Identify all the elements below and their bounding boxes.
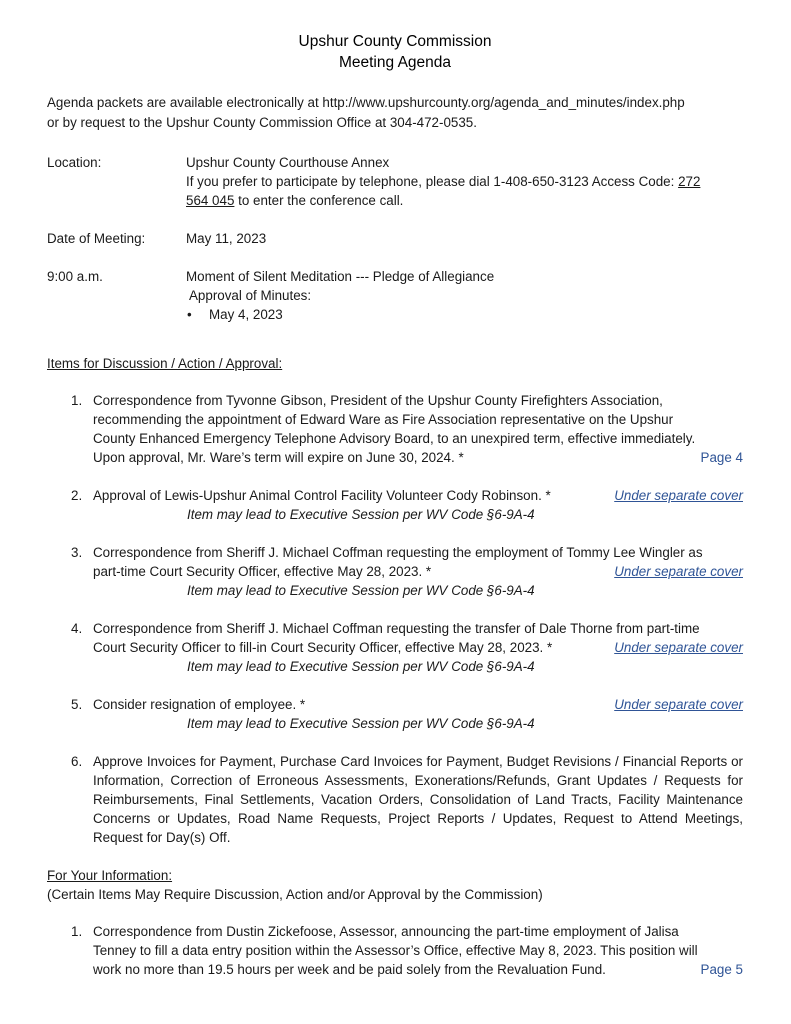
minutes-bullet (186, 305, 743, 324)
date-label: Date of Meeting: (47, 231, 146, 246)
separate-cover-link[interactable]: Under separate cover (614, 564, 743, 579)
item-line: Correspondence from Dustin Zickefoose, Assessor, announcing the part-time employment of Jalisa (93, 924, 679, 939)
item-number: 1. (71, 393, 83, 408)
executive-session-note: Item may lead to Executive Session per WV Code §6-9A-4 (187, 659, 535, 674)
item-number: 2. (71, 488, 83, 503)
date-row (47, 229, 743, 248)
access-code-part-1[interactable]: 272 (678, 174, 701, 189)
agenda-subtitle: Meeting Agenda (338, 54, 452, 71)
discussion-item (47, 695, 743, 733)
fyi-item (47, 922, 743, 979)
location-value (186, 153, 743, 210)
intro-line-1: Agenda packets are available electronically at http://www.upshurcounty.org/agenda_and_minutes/index.php (47, 95, 685, 110)
executive-session-note: Item may lead to Executive Session per WV Code §6-9A-4 (187, 716, 535, 731)
discussion-item (47, 619, 743, 676)
bullet-icon: • (187, 307, 192, 322)
item-number: 6. (71, 754, 83, 769)
item-line: Court Security Officer to fill-in Court Security Officer, effective May 28, 2023. * (93, 640, 553, 655)
page-reference-link[interactable]: Page 5 (700, 962, 743, 977)
item-line: Upon approval, Mr. Ware’s term will expire on June 30, 2024. * (93, 450, 464, 465)
item-line: Correspondence from Sheriff J. Michael Coffman requesting the transfer of Dale Thorne from part-time (93, 621, 700, 636)
date-value: May 11, 2023 (186, 231, 267, 246)
agenda-title: Upshur County Commission (298, 33, 492, 50)
item-number: 3. (71, 545, 83, 560)
discussion-item (47, 543, 743, 600)
agenda-header (47, 0, 743, 73)
opening-time: 9:00 a.m. (47, 269, 103, 284)
phone-suffix: to enter the conference call. (238, 193, 404, 208)
item-number: 5. (71, 697, 83, 712)
item-line: Approval of Lewis-Upshur Animal Control Facility Volunteer Cody Robinson. * (93, 488, 551, 503)
item-line: work no more than 19.5 hours per week and be paid solely from the Revaluation Fund. (93, 962, 606, 977)
executive-session-note: Item may lead to Executive Session per WV Code §6-9A-4 (187, 583, 535, 598)
item-number: 4. (71, 621, 83, 636)
item-number: 1. (71, 924, 83, 939)
phone-instructions-cont (186, 191, 743, 210)
intro-line-2: or by request to the Upshur County Commission Office at 304-472-0535. (47, 115, 477, 130)
discussion-heading: Items for Discussion / Action / Approval: (47, 356, 283, 371)
discussion-item (47, 486, 743, 524)
opening-row (47, 267, 743, 324)
executive-session-note: Item may lead to Executive Session per WV Code §6-9A-4 (187, 507, 535, 522)
item-line: Correspondence from Sheriff J. Michael Coffman requesting the employment of Tommy Lee Wingler as (93, 545, 703, 560)
separate-cover-link[interactable]: Under separate cover (614, 640, 743, 655)
fyi-heading: For Your Information: (47, 868, 173, 883)
location-place: Upshur County Courthouse Annex (186, 155, 390, 170)
location-row (47, 153, 743, 210)
item-line: County Enhanced Emergency Telephone Advisory Board, to an unexpired term, effective immediately. (93, 431, 696, 446)
discussion-item (47, 752, 743, 847)
location-label: Location: (47, 155, 102, 170)
access-code-part-2[interactable]: 564 045 (186, 193, 235, 208)
item-line: Correspondence from Tyvonne Gibson, President of the Upshur County Firefighters Association, (93, 393, 663, 408)
separate-cover-link[interactable]: Under separate cover (614, 488, 743, 503)
separate-cover-link[interactable]: Under separate cover (614, 697, 743, 712)
intro-paragraph (47, 93, 743, 133)
opening-line-2: Approval of Minutes: (189, 288, 312, 303)
minutes-date: May 4, 2023 (209, 307, 283, 322)
discussion-items (47, 391, 743, 847)
item-line: recommending the appointment of Edward Ware as Fire Association representative on the Upshur (93, 412, 674, 427)
fyi-items (47, 922, 743, 979)
fyi-subheading: (Certain Items May Require Discussion, Action and/or Approval by the Commission) (47, 887, 543, 902)
opening-line-1: Moment of Silent Meditation --- Pledge of Allegiance (186, 269, 495, 284)
opening-items (186, 267, 743, 324)
item-text: Approve Invoices for Payment, Purchase Card Invoices for Payment, Budget Revisions / Financial Reports or Information, Correction of Erroneous Assessments, Exonerations/Refunds, Grant Updates / Requests for Reimbursements, Final Settlements, Vacation Orders, Consolidation of Land Tracts, Facility Maintenance Concerns or Updates, Road Name Requests, Project Reports / Updates, Request to Attend Meetings, Request for Day(s) Off. (93, 754, 743, 845)
page-reference-link[interactable]: Page 4 (700, 450, 743, 465)
discussion-item (47, 391, 743, 467)
phone-line: If you prefer to participate by telephone, please dial 1-408-650-3123 Access Code: (186, 174, 675, 189)
item-line: part-time Court Security Officer, effective May 28, 2023. * (93, 564, 432, 579)
item-line: Consider resignation of employee. * (93, 697, 306, 712)
meeting-details (47, 153, 743, 324)
item-line: Tenney to fill a data entry position within the Assessor’s Office, effective May 8, 2023. This position will (93, 943, 698, 958)
phone-instructions (186, 172, 743, 191)
